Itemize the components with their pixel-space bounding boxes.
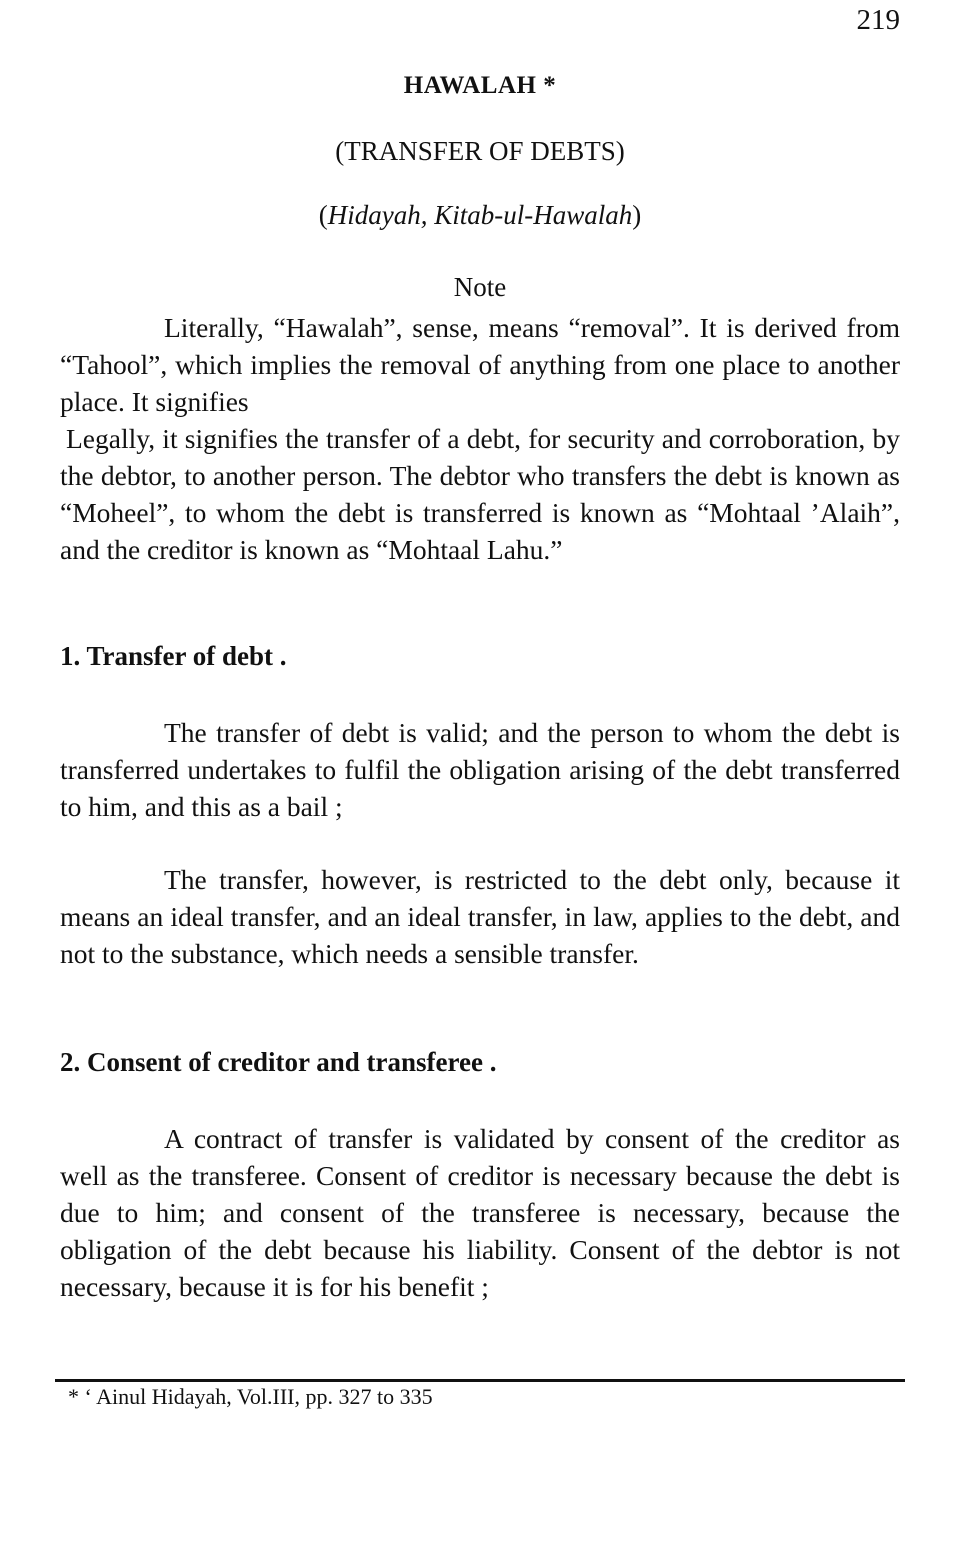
section-2-paragraph-1: A contract of transfer is validated by consent of the creditor as well as the transferee. Consent of creditor is necessary because the debt is due to him; and consent of the transferee is necessary, because the obligation of the debt because his liability. Consent of the debtor is not necessary, because it is for his benefit ; (60, 1123, 900, 1302)
chapter-source (0, 200, 960, 231)
section-1-paragraph-2: The transfer, however, is restricted to the debt only, because it means an ideal transfer, and an ideal transfer, in law, applies to the debt, and not to the substance, which needs a sensible transfer. (60, 864, 900, 969)
source-open-paren: ( (318, 200, 328, 230)
footnote-divider (55, 1379, 905, 1382)
chapter-subtitle: (TRANSFER OF DEBTS) (335, 136, 625, 166)
note-paragraph-legal: Legally, it signifies the transfer of a debt, for security and corroboration, by the debtor, to another person. The debtor who transfers the debt is known as “Moheel”, to whom the debt is transferred is known as “Mohtaal ’Alaih”, and the creditor is known as “Mohtaal Lahu.” (60, 423, 900, 565)
page-number: 219 (856, 4, 900, 36)
footnote: * ‘ Ainul Hidayah, Vol.III, pp. 327 to 335 (68, 1384, 433, 1409)
note-heading: Note (453, 272, 507, 302)
chapter-title: HAWALAH * (403, 72, 557, 99)
source-reference: Hidayah, Kitab-ul-Hawalah (327, 200, 633, 230)
section-heading-transfer-of-debt: 1. Transfer of debt . (60, 641, 287, 671)
section-1-paragraph-1: The transfer of debt is valid; and the person to whom the debt is transferred undertakes to fulfil the obligation arising of the debt transferred to him, and this as a bail ; (60, 717, 900, 822)
note-paragraph-literal: Literally, “Hawalah”, sense, means “removal”. It is derived from “Tahool”, which implies the removal of anything from one place to another place. It signifies (60, 312, 900, 417)
source-close-paren: ) (632, 200, 642, 230)
section-heading-consent: 2. Consent of creditor and transferee . (60, 1047, 497, 1077)
